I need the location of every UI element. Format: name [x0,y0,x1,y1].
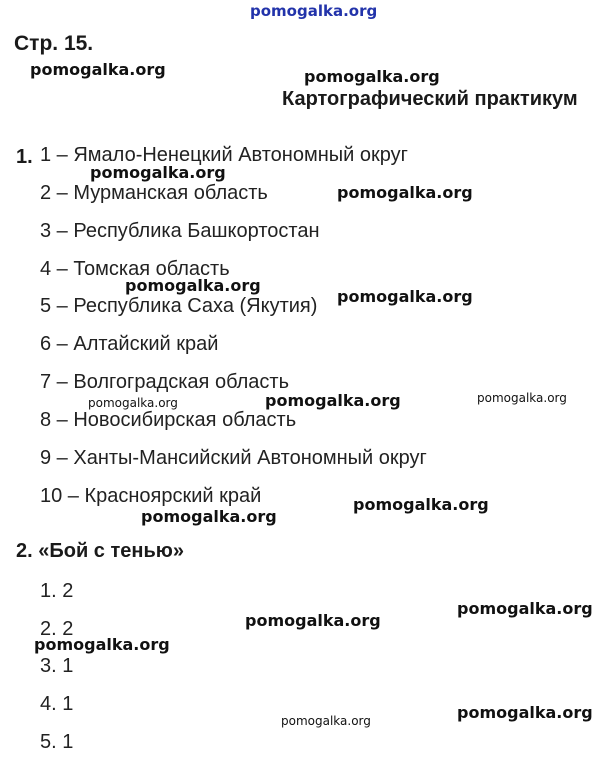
task-2-answer: 5. 1 [40,731,74,753]
watermark: pomogalka.org [265,391,401,410]
watermark: pomogalka.org [141,507,277,526]
task-2-answer: 2. 2 [40,618,74,640]
task-1-item: 3 – Республика Башкортостан [40,220,320,242]
watermark: pomogalka.org [34,635,170,654]
task-2-answer: 4. 1 [40,693,74,715]
section-title: Картографический практикум [282,88,578,110]
task-2-answer: 3. 1 [40,655,74,677]
watermark: pomogalka.org [30,60,166,79]
task-1-item: 1 – Ямало-Ненецкий Автономный округ [40,144,408,166]
watermark: pomogalka.org [353,495,489,514]
watermark: pomogalka.org [337,183,473,202]
watermark: pomogalka.org [245,611,381,630]
watermark: pomogalka.org [90,163,226,182]
task-1-item: 9 – Ханты-Мансийский Автономный округ [40,447,427,469]
page-reference: Стр. 15. [14,32,94,55]
task-1-item: 8 – Новосибирская область [40,409,297,431]
task-1-number: 1. [16,146,33,168]
watermark: pomogalka.org [304,67,440,86]
task-1-item: 6 – Алтайский край [40,333,219,355]
task-2-title: 2. «Бой с тенью» [16,540,184,562]
task-1-item: 10 – Красноярский край [40,485,262,507]
task-1-item: 2 – Мурманская область [40,182,268,204]
task-2-answer: 1. 2 [40,580,74,602]
watermark: pomogalka.org [281,714,371,728]
task-1-item: 4 – Томская область [40,258,230,280]
watermark: pomogalka.org [477,391,567,405]
watermark: pomogalka.org [457,703,593,722]
task-1-item: 5 – Республика Саха (Якутия) [40,295,318,317]
watermark: pomogalka.org [88,396,178,410]
watermark: pomogalka.org [337,287,473,306]
watermark: pomogalka.org [250,2,378,20]
watermark: pomogalka.org [457,599,593,618]
task-1-item: 7 – Волгоградская область [40,371,289,393]
watermark: pomogalka.org [125,276,261,295]
